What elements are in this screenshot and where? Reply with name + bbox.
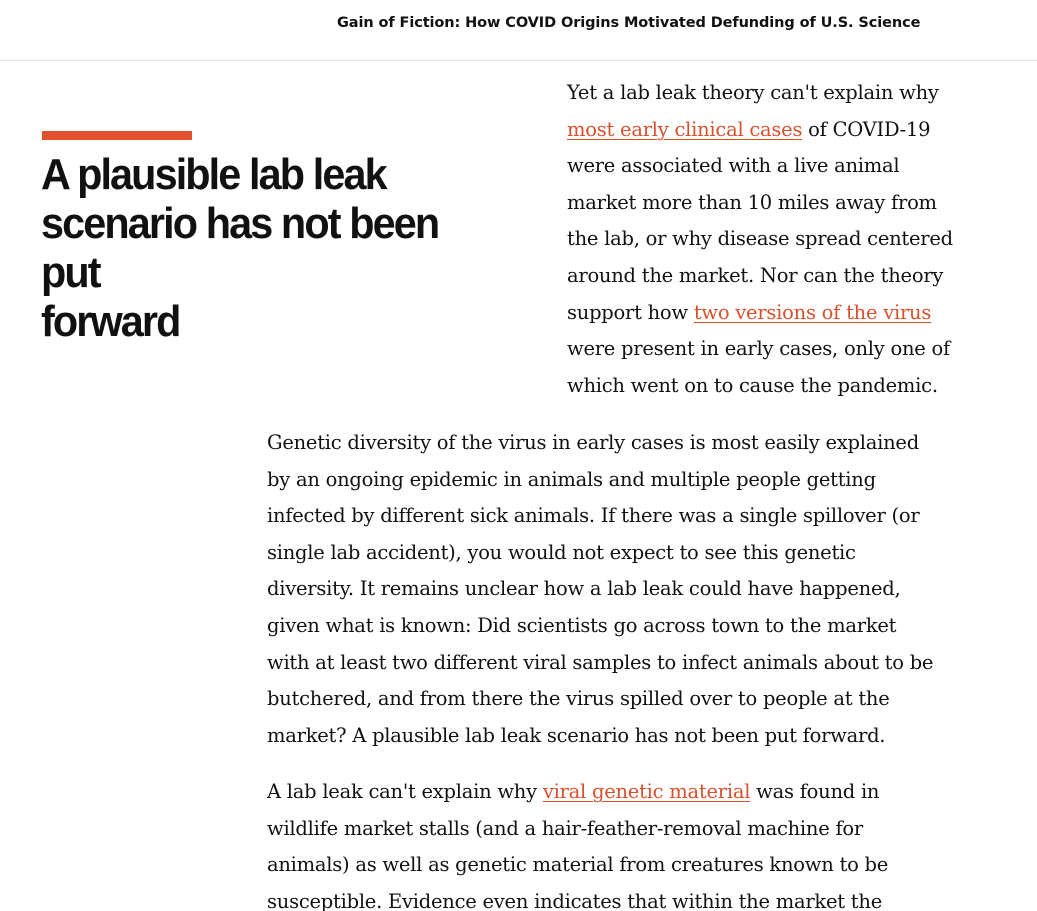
link-two-versions-of-the-virus[interactable]: two versions of the virus (693, 300, 932, 324)
text-line: Yet a lab leak theory can't explain why (567, 81, 939, 104)
pullquote-line: A plausible lab leak (41, 150, 386, 199)
text-line: of COVID-19 (802, 117, 931, 141)
text-line: Genetic diversity of the virus in early cases is most easily explained (267, 431, 919, 454)
text-line: infected by different sick animals. If there was a single spillover (or (267, 504, 920, 528)
pullquote-line: scenario has not been put (41, 199, 439, 297)
text-line: the lab, or why disease spread centered (567, 227, 953, 251)
article-title[interactable]: Gain of Fiction: How COVID Origins Motivated Defunding of U.S. Science (337, 15, 921, 31)
body-paragraph-viral-material (267, 774, 888, 911)
body-paragraph-genetic-diversity (267, 425, 933, 754)
text-line: were associated with a live animal (567, 154, 900, 178)
text-line: with at least two different viral samples to infect animals about to be (267, 650, 934, 674)
pullquote-accent-bar (42, 131, 192, 140)
text-line: butchered, and from there the virus spilled over to people at the (267, 687, 890, 711)
text-line: support how (567, 300, 694, 324)
text-line: given what is known: Did scientists go across town to the market (267, 613, 897, 637)
text-line: around the market. Nor can the theory (567, 263, 944, 287)
pullquote (41, 150, 483, 346)
link-most-early-clinical-cases[interactable]: most early clinical cases (567, 117, 803, 141)
text-line: market more than 10 miles away from (567, 190, 937, 214)
text-line: diversity. It remains unclear how a lab leak could have happened, (267, 577, 901, 601)
text-line: susceptible. Evidence even indicates that within the market the (267, 889, 882, 911)
text-line: which went on to cause the pandemic. (567, 373, 938, 397)
link-viral-genetic-material[interactable]: viral genetic material (542, 780, 751, 803)
article-header-bar (0, 0, 1037, 61)
text-line: was found in (750, 780, 880, 803)
pullquote-line: forward (41, 297, 180, 346)
text-line: market? A plausible lab leak scenario has not been put forward. (267, 723, 886, 747)
text-line: wildlife market stalls (and a hair-feather-removal machine for (267, 816, 863, 840)
body-paragraph-lab-leak-theory (567, 75, 953, 404)
text-line: were present in early cases, only one of (567, 337, 950, 361)
text-line: A lab leak can't explain why (267, 780, 543, 803)
text-line: animals) as well as genetic material from creatures known to be (267, 853, 889, 877)
text-line: by an ongoing epidemic in animals and multiple people getting (267, 467, 876, 491)
text-line: single lab accident), you would not expect to see this genetic (267, 540, 856, 564)
